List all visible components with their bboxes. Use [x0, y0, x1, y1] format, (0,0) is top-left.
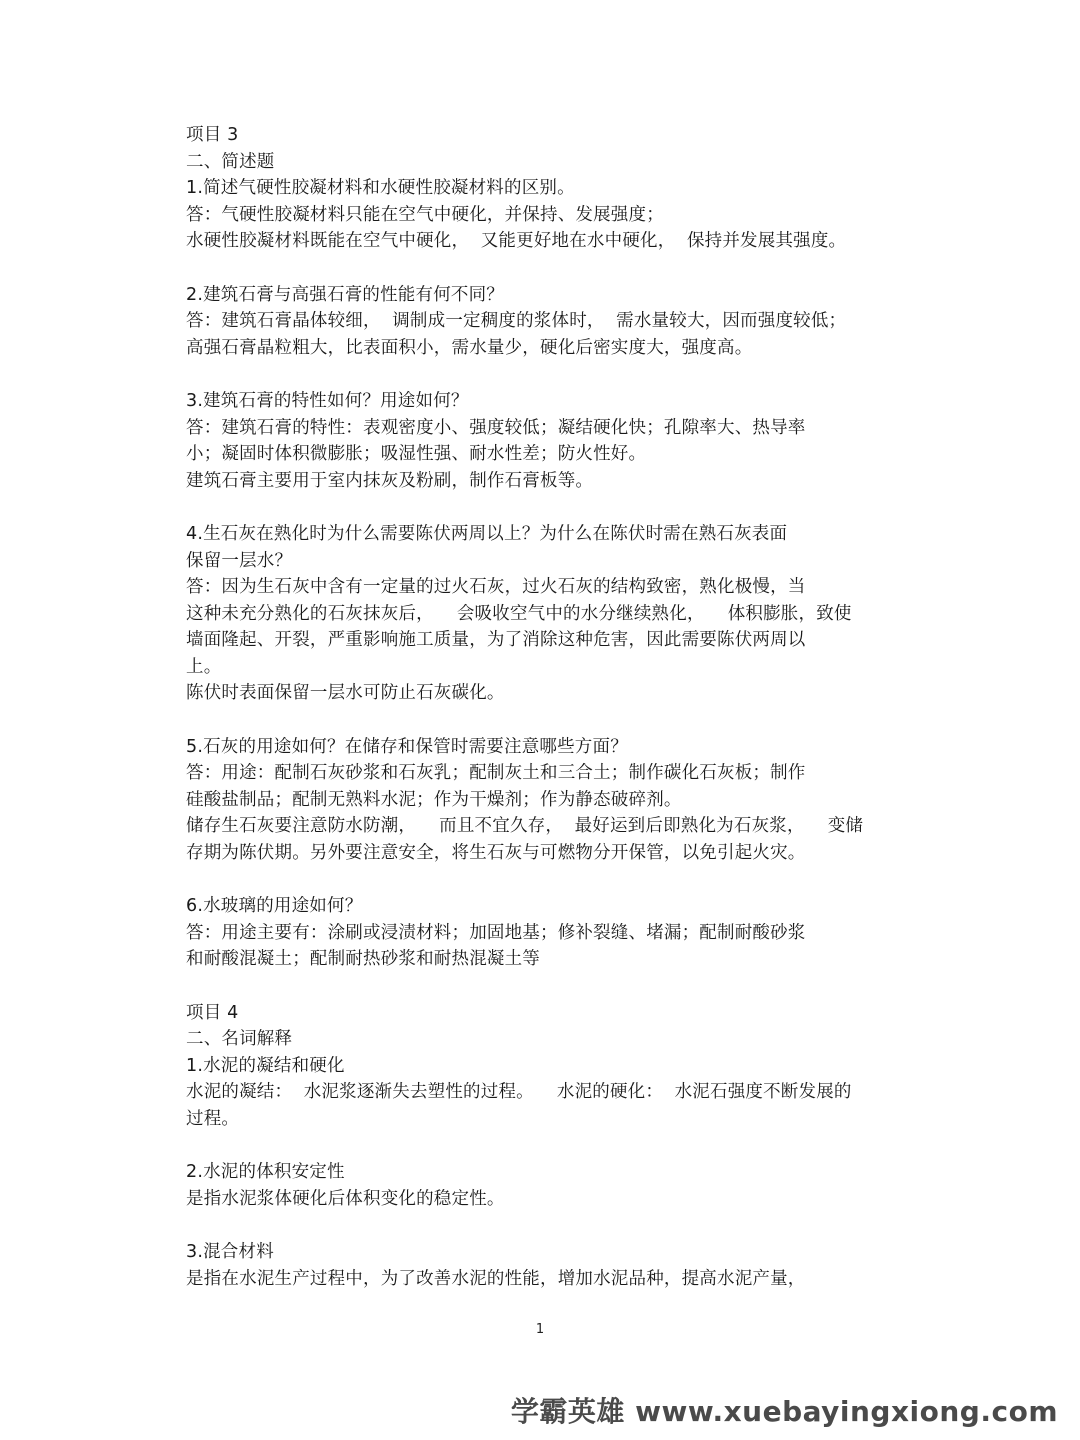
- term: 2.水泥的体积安定性: [186, 1162, 345, 1183]
- question: 6.水玻璃的用途如何？: [186, 896, 363, 917]
- answer-line: 储存生石灰要注意防水防潮， 而且不宜久存， 最好运到后即熟化为石灰浆， 变储: [186, 816, 864, 837]
- section-title: 项目 4: [186, 1002, 239, 1023]
- definition-line: 是指在水泥生产过程中，为了改善水泥的性能，增加水泥品种，提高水泥产量，: [186, 1268, 806, 1289]
- section-subtitle: 二、名词解释: [186, 1029, 293, 1050]
- answer-line: 答：建筑石膏晶体较细， 调制成一定稠度的浆体时， 需水量较大，因而强度较低；: [186, 311, 847, 332]
- answer-line: 这种未充分熟化的石灰抹灰后， 会吸收空气中的水分继续熟化， 体积膨胀，致使: [186, 603, 852, 624]
- answer-line: 墙面隆起、开裂，严重影响施工质量，为了消除这种危害，因此需要陈伏两周以: [186, 630, 806, 651]
- question: 5.石灰的用途如何？在储存和保管时需要注意哪些方面？: [186, 736, 628, 757]
- term: 3.混合材料: [186, 1241, 274, 1262]
- term: 1.水泥的凝结和硬化: [186, 1055, 345, 1076]
- page-content: [186, 122, 906, 1292]
- question: 保留一层水？: [186, 550, 293, 571]
- definition-line: 过程。: [186, 1108, 240, 1129]
- answer-line: 答：气硬性胶凝材料只能在空气中硬化，并保持、发展强度；: [186, 204, 664, 225]
- answer-line: 建筑石膏主要用于室内抹灰及粉刷，制作石膏板等。: [186, 470, 594, 491]
- question: 3.建筑石膏的特性如何？用途如何？: [186, 390, 469, 411]
- answer-line: 答：建筑石膏的特性：表观密度小、强度较低；凝结硬化快；孔隙率大、热导率: [186, 417, 806, 438]
- section-subtitle: 二、简述题: [186, 151, 275, 172]
- question: 4.生石灰在熟化时为什么需要陈伏两周以上？为什么在陈伏时需在熟石灰表面: [186, 523, 788, 544]
- page-number: 1: [535, 1322, 545, 1337]
- answer-line: 小；凝固时体积微膨胀；吸湿性强、耐水性差；防火性好。: [186, 444, 647, 465]
- answer-line: 答：用途主要有：涂刷或浸渍材料；加固地基；修补裂缝、堵漏；配制耐酸砂浆: [186, 922, 806, 943]
- question: 1.简述气硬性胶凝材料和水硬性胶凝材料的区别。: [186, 178, 575, 199]
- answer-line: 陈伏时表面保留一层水可防止石灰碳化。: [186, 683, 505, 704]
- site-watermark: 学霸英雄 www.xuebayingxiong.com: [510, 1395, 1058, 1428]
- answer-line: 水硬性胶凝材料既能在空气中硬化， 又能更好地在水中硬化， 保持并发展其强度。: [186, 231, 847, 252]
- question: 2.建筑石膏与高强石膏的性能有何不同？: [186, 284, 504, 305]
- answer-line: 硅酸盐制品；配制无熟料水泥；作为干燥剂；作为静态破碎剂。: [186, 789, 682, 810]
- answer-line: 和耐酸混凝土；配制耐热砂浆和耐热混凝土等: [186, 949, 540, 970]
- answer-line: 高强石膏晶粒粗大，比表面积小，需水量少，硬化后密实度大，强度高。: [186, 337, 753, 358]
- definition-line: 水泥的凝结： 水泥浆逐渐失去塑性的过程。 水泥的硬化： 水泥石强度不断发展的: [186, 1082, 852, 1103]
- answer-line: 答：因为生石灰中含有一定量的过火石灰，过火石灰的结构致密，熟化极慢，当: [186, 577, 806, 598]
- answer-line: 答：用途：配制石灰砂浆和石灰乳；配制灰土和三合土；制作碳化石灰板；制作: [186, 763, 806, 784]
- section-title: 项目 3: [186, 125, 239, 145]
- answer-line: 上。: [186, 656, 222, 677]
- definition-line: 是指水泥浆体硬化后体积变化的稳定性。: [186, 1188, 505, 1209]
- answer-line: 存期为陈伏期。另外要注意安全，将生石灰与可燃物分开保管，以免引起火灾。: [186, 843, 806, 864]
